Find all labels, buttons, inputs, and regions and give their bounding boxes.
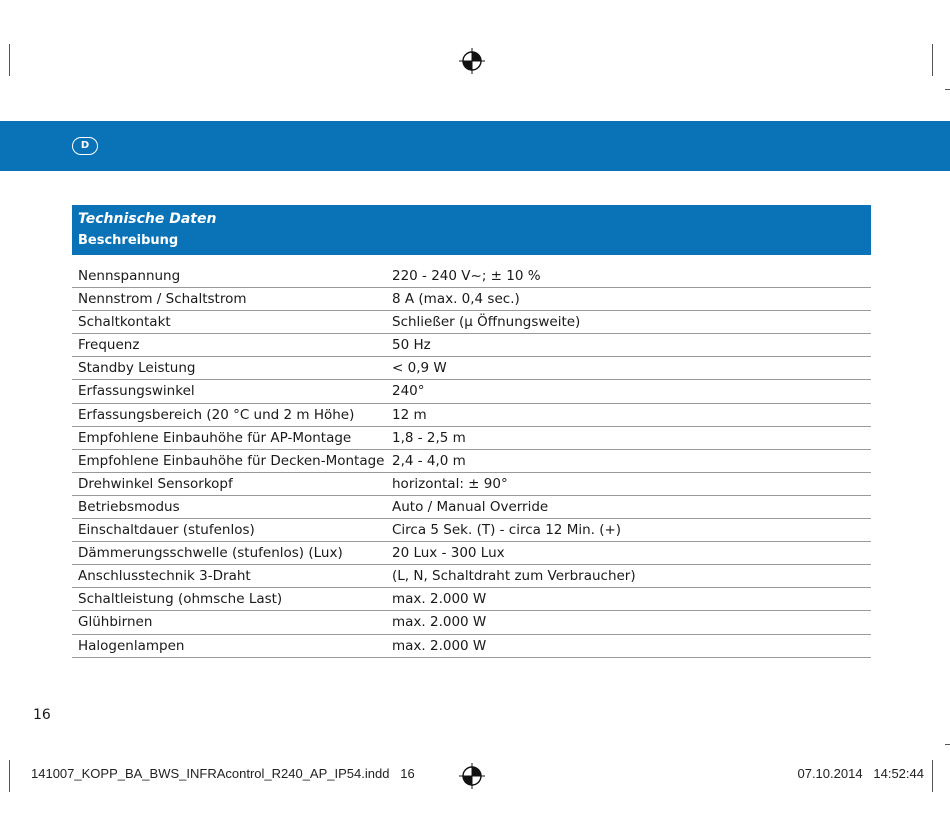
print-slug-date: 07.10.2014 14:52:44 — [797, 766, 924, 781]
crop-mark-top-left — [9, 44, 10, 76]
crop-mark-top-right — [932, 44, 933, 76]
row-label: Nennstrom / Schaltstrom — [78, 291, 247, 308]
spec-table-title: Technische Daten — [78, 211, 217, 227]
row-label: Erfassungsbereich (20 °C und 2 m Höhe) — [78, 406, 355, 423]
registration-mark-bottom-icon — [459, 763, 485, 789]
page-number: 16 — [33, 707, 51, 723]
row-value: 240° — [392, 383, 425, 400]
crop-tick-right-top — [945, 89, 950, 90]
row-label: Einschaltdauer (stufenlos) — [78, 522, 255, 539]
row-value: < 0,9 W — [392, 360, 447, 377]
table-row — [72, 519, 871, 542]
row-label: Empfohlene Einbauhöhe für AP-Montage — [78, 429, 352, 446]
table-row — [72, 496, 871, 519]
row-value: Auto / Manual Override — [392, 498, 549, 515]
spec-table-rows — [72, 265, 871, 658]
row-label: Halogenlampen — [78, 637, 185, 654]
row-label: Schaltkontakt — [78, 314, 171, 331]
table-row — [72, 357, 871, 380]
row-label: Glühbirnen — [78, 614, 153, 631]
row-value: 2,4 - 4,0 m — [392, 452, 466, 469]
spec-table — [72, 205, 871, 658]
table-row — [72, 404, 871, 427]
header-band — [0, 121, 950, 171]
row-label: Schaltleistung (ohmsche Last) — [78, 591, 283, 608]
table-row — [72, 611, 871, 634]
table-row — [72, 450, 871, 473]
row-value: 50 Hz — [392, 337, 431, 354]
table-row — [72, 334, 871, 357]
spec-table-header — [72, 205, 871, 255]
crop-mark-bottom-left — [9, 760, 10, 792]
row-label: Nennspannung — [78, 268, 181, 284]
table-row — [72, 288, 871, 311]
row-value: (L, N, Schaltdraht zum Verbraucher) — [392, 568, 636, 585]
row-value: horizontal: ± 90° — [392, 475, 508, 492]
table-row — [72, 427, 871, 450]
registration-mark-top-icon — [459, 48, 485, 74]
row-value: 12 m — [392, 406, 427, 423]
table-row — [72, 635, 871, 658]
table-row — [72, 565, 871, 588]
table-row — [72, 473, 871, 496]
row-label: Betriebsmodus — [78, 498, 180, 515]
row-value: max. 2.000 W — [392, 637, 487, 654]
row-value: Circa 5 Sek. (T) - circa 12 Min. (+) — [392, 522, 622, 539]
crop-tick-right-bottom — [945, 744, 950, 745]
row-label: Standby Leistung — [78, 360, 196, 377]
table-row — [72, 542, 871, 565]
crop-mark-bottom-right — [932, 760, 933, 792]
row-label: Anschlusstechnik 3-Draht — [78, 568, 251, 585]
row-label: Frequenz — [78, 337, 140, 354]
row-label: Dämmerungsschwelle (stufenlos) (Lux) — [78, 545, 343, 562]
row-label: Drehwinkel Sensorkopf — [78, 475, 233, 492]
row-value: max. 2.000 W — [392, 614, 487, 631]
table-row — [72, 380, 871, 403]
language-badge: D — [72, 137, 98, 155]
row-value: 1,8 - 2,5 m — [392, 429, 466, 446]
row-label: Erfassungswinkel — [78, 383, 195, 400]
spec-table-subtitle: Beschreibung — [78, 233, 179, 248]
table-row — [72, 265, 871, 288]
row-value: 20 Lux - 300 Lux — [392, 545, 505, 562]
row-value: 8 A (max. 0,4 sec.) — [392, 291, 520, 308]
row-label: Empfohlene Einbauhöhe für Decken-Montage — [78, 452, 385, 469]
row-value: Schließer (µ Öffnungsweite) — [392, 314, 581, 331]
row-value: 220 - 240 V~; ± 10 % — [392, 268, 541, 284]
table-row — [72, 588, 871, 611]
print-slug-file: 141007_KOPP_BA_BWS_INFRAcontrol_R240_AP_IP54.indd 16 — [31, 766, 415, 781]
table-row — [72, 311, 871, 334]
row-value: max. 2.000 W — [392, 591, 487, 608]
